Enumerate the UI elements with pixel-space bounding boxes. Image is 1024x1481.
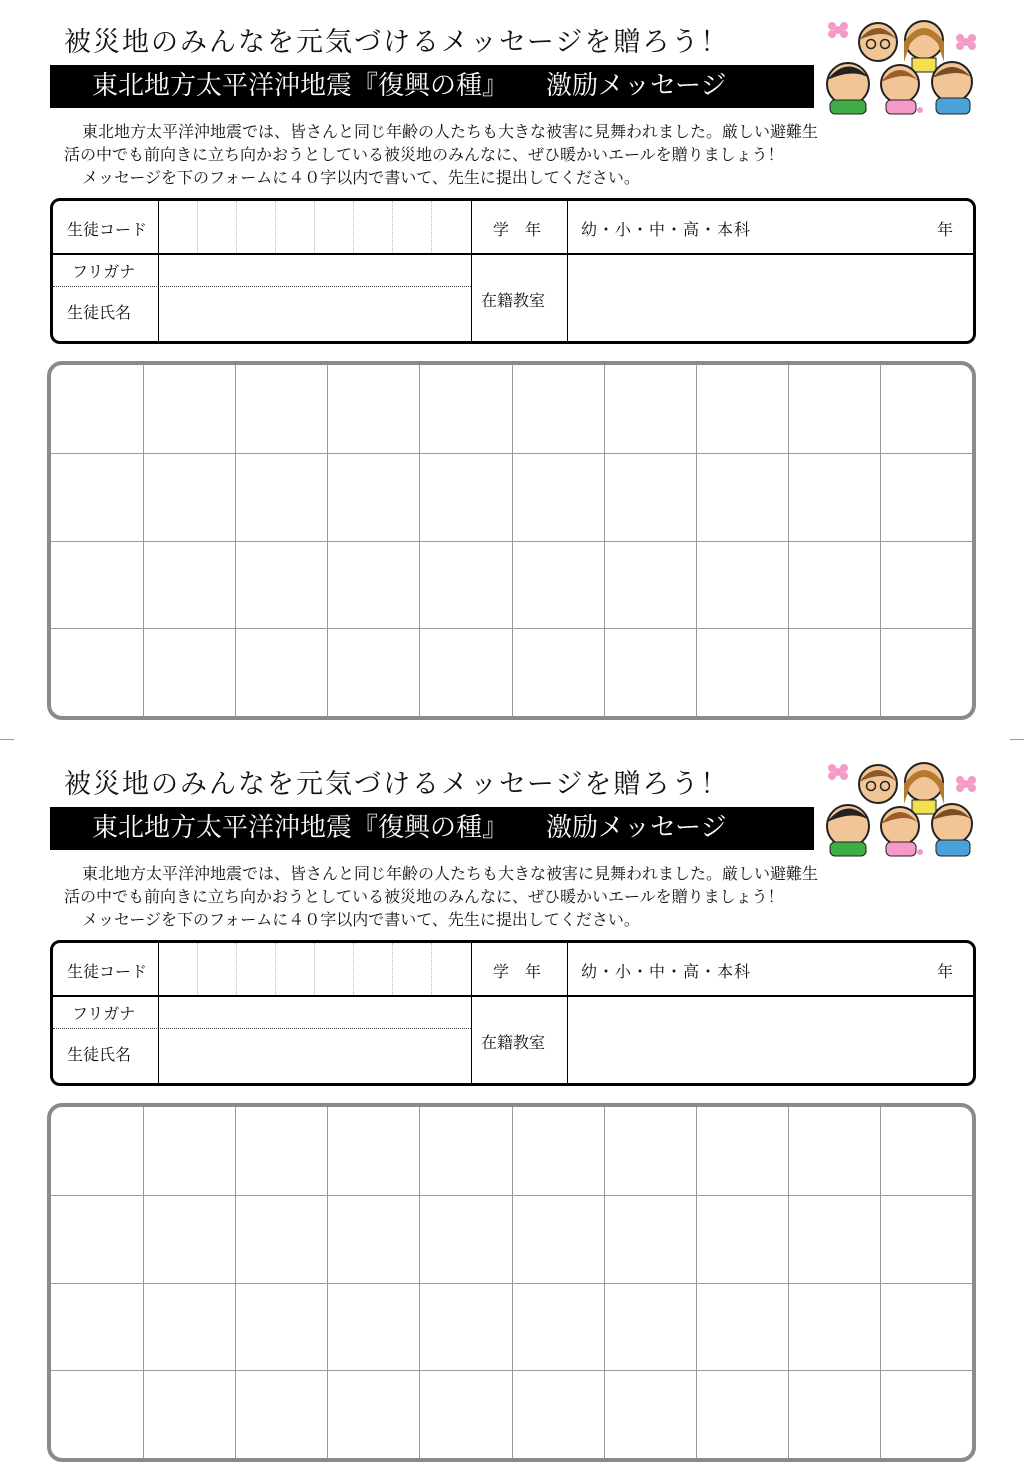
grid-row-line — [51, 1283, 972, 1284]
classroom-label: 在籍教室 — [481, 1033, 546, 1052]
student-name-label: 生徒氏名 — [67, 303, 132, 322]
student-code-label: 生徒コード — [67, 962, 148, 981]
student-code-input[interactable] — [160, 201, 470, 252]
furigana-label: フリガナ — [72, 1004, 136, 1023]
message-grid[interactable] — [47, 1103, 976, 1462]
banner-subtitle: 激励メッセージ — [546, 71, 727, 101]
banner-subtitle: 激励メッセージ — [546, 813, 727, 843]
banner-title: 東北地方太平洋沖地震『復興の種』 — [92, 813, 509, 843]
grade-label: 学 年 — [493, 962, 542, 981]
student-name-input[interactable] — [160, 1030, 470, 1083]
message-card-1 — [0, 0, 1024, 739]
student-code-label: 生徒コード — [67, 220, 148, 239]
intro-line-2: 活の中でも前向きに立ち向かおうとしている被災地のみんなに、ぜひ暖かいエールを贈りましょう！ — [64, 887, 784, 906]
student-info-form — [50, 198, 976, 344]
grid-row-line — [51, 628, 972, 629]
intro-line-1: 東北地方太平洋沖地震では、皆さんと同じ年齢の人たちも大きな被害に見舞われました。厳しい避難生 — [82, 122, 819, 141]
card-heading: 被災地のみんなを元気づけるメッセージを贈ろう！ — [64, 769, 730, 800]
student-name-label: 生徒氏名 — [67, 1045, 132, 1064]
banner-title: 東北地方太平洋沖地震『復興の種』 — [92, 71, 509, 101]
grade-suffix: 年 — [937, 220, 954, 239]
intro-line-3: メッセージを下のフォームに４０字以内で書いて、先生に提出してください。 — [82, 168, 640, 187]
grid-row-line — [51, 541, 972, 542]
classroom-label: 在籍教室 — [481, 291, 546, 310]
children-illustration — [824, 12, 980, 118]
cut-mark-right — [1010, 739, 1024, 740]
classroom-input[interactable] — [569, 997, 973, 1083]
grade-options[interactable]: 幼・小・中・高・本科 — [581, 962, 752, 981]
grid-row-line — [51, 453, 972, 454]
card-heading: 被災地のみんなを元気づけるメッセージを贈ろう！ — [64, 27, 730, 58]
title-banner — [50, 807, 814, 850]
cut-mark-left — [0, 739, 14, 740]
intro-line-1: 東北地方太平洋沖地震では、皆さんと同じ年齢の人たちも大きな被害に見舞われました。厳しい避難生 — [82, 864, 819, 883]
student-code-input[interactable] — [160, 943, 470, 994]
message-grid[interactable] — [47, 361, 976, 720]
grade-label: 学 年 — [493, 220, 542, 239]
children-illustration — [824, 754, 980, 860]
grid-row-line — [51, 1370, 972, 1371]
grid-row-line — [51, 1195, 972, 1196]
furigana-label: フリガナ — [72, 262, 136, 281]
grade-suffix: 年 — [937, 962, 954, 981]
intro-text — [64, 120, 964, 189]
message-card-2 — [0, 742, 1024, 1481]
intro-line-2: 活の中でも前向きに立ち向かおうとしている被災地のみんなに、ぜひ暖かいエールを贈りましょう！ — [64, 145, 784, 164]
title-banner — [50, 65, 814, 108]
grade-options[interactable]: 幼・小・中・高・本科 — [581, 220, 752, 239]
student-info-form — [50, 940, 976, 1086]
intro-text — [64, 862, 964, 931]
furigana-input[interactable] — [160, 997, 470, 1027]
intro-line-3: メッセージを下のフォームに４０字以内で書いて、先生に提出してください。 — [82, 910, 640, 929]
furigana-input[interactable] — [160, 255, 470, 285]
student-name-input[interactable] — [160, 288, 470, 341]
classroom-input[interactable] — [569, 255, 973, 341]
